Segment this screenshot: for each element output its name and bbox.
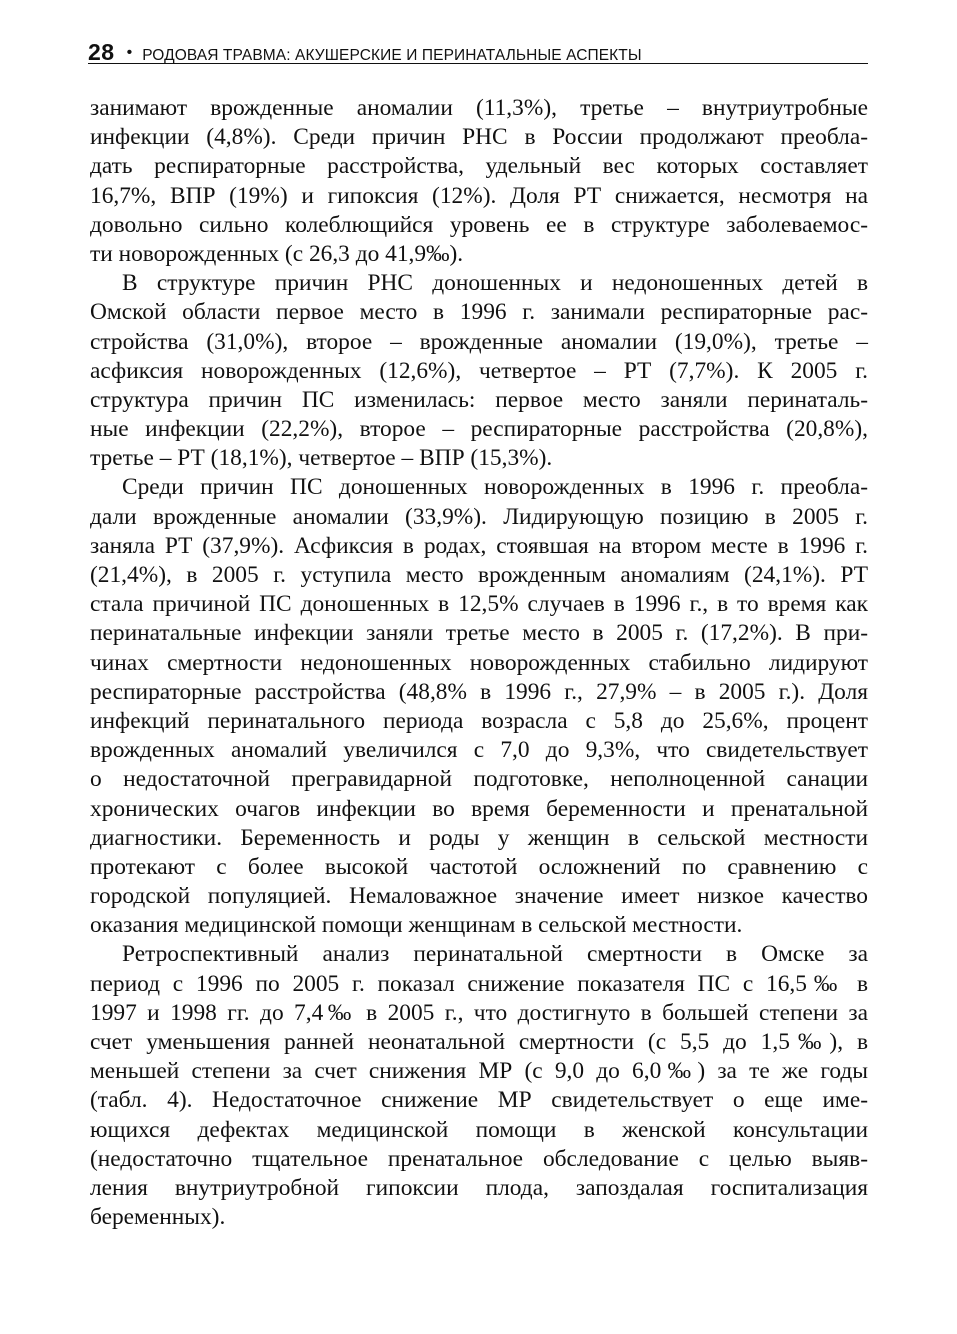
text-line: врожденных аномалий увеличился с 7,0 до 9,3%, что свидетельствует bbox=[90, 737, 868, 764]
text-line: беременных). bbox=[90, 1204, 226, 1231]
text-line: протекают с более высокой частотой осложнений по сравнению с bbox=[90, 853, 868, 880]
text-line: ти новорожденных (с 26,3 до 41,9‰). bbox=[90, 240, 464, 267]
text-line: оказания медицинской помощи женщинам в сельской местности. bbox=[90, 912, 743, 939]
text-line: респираторные расстройства (48,8% в 1996 г., 27,9% – в 2005 г.). Доля bbox=[90, 678, 868, 705]
text-line: В структуре причин РНС доношенных и недоношенных детей в bbox=[122, 270, 868, 297]
text-line: асфиксия новорожденных (12,6%), четвертое – РТ (7,7%). К 2005 г. bbox=[90, 357, 868, 384]
text-line: Ретроспективный анализ перинатальной смертности в Омске за bbox=[122, 941, 868, 968]
text-line: довольно сильно колеблющийся уровень ее в структуре заболеваемос- bbox=[90, 211, 868, 238]
text-line: чинах смертности недоношенных новорожденных стабильно лидируют bbox=[90, 649, 868, 676]
text-line: Среди причин ПС доношенных новорожденных в 1996 г. преобла- bbox=[122, 474, 868, 501]
text-line: хронических очагов инфекции во время беременности и пренатальной bbox=[90, 795, 868, 822]
text-line: инфекций перинатального периода возрасла с 5,8 до 25,6%, процент bbox=[90, 707, 868, 734]
page-number: 28 bbox=[88, 39, 115, 65]
text-line: ющихся дефектах медицинской помощи в женской консультации bbox=[90, 1116, 868, 1143]
text-line: меньшей степени за счет снижения МР (с 9,0 до 6,0‰) за те же годы bbox=[90, 1058, 868, 1085]
running-header bbox=[88, 30, 868, 64]
text-line: заняла РТ (37,9%). Асфиксия в родах, стоявшая на втором месте в 1996 г. bbox=[90, 532, 868, 559]
paragraph-2 bbox=[90, 269, 868, 473]
text-line: ные инфекции (22,2%), второе – респираторные расстройства (20,8%), bbox=[90, 416, 868, 443]
header-rule bbox=[88, 63, 868, 64]
text-line: ления внутриутробной гипоксии плода, запоздалая госпитализация bbox=[90, 1174, 868, 1201]
body-text bbox=[90, 94, 868, 1232]
text-line: (недостаточно тщательное пренатальное обследование с целью выяв- bbox=[90, 1145, 868, 1172]
header-bullet: • bbox=[126, 44, 133, 61]
paragraph-3 bbox=[90, 473, 868, 940]
text-line: (21,4%), в 2005 г. уступила место врожденным аномалиям (24,1%). РТ bbox=[90, 562, 868, 588]
text-line: Омской области первое место в 1996 г. занимали респираторные рас- bbox=[90, 299, 868, 326]
text-line: городской популяцией. Немаловажное значение имеет низкое качество bbox=[90, 883, 868, 910]
paragraph-4 bbox=[90, 940, 868, 1232]
text-line: третье – РТ (18,1%), четвертое – ВПР (15,3%). bbox=[90, 445, 553, 472]
text-line: 16,7%, ВПР (19%) и гипоксия (12%). Доля РТ снижается, несмотря на bbox=[90, 182, 868, 209]
text-line: период с 1996 по 2005 г. показал снижение показателя ПС с 16,5‰ в bbox=[90, 970, 868, 997]
text-line: структура причин ПС изменилась: первое место заняли перинаталь- bbox=[90, 386, 868, 413]
text-line: перинатальные инфекции заняли третье место в 2005 г. (17,2%). В при- bbox=[90, 620, 868, 647]
text-line: дали врожденные аномалии (33,9%). Лидирующую позицию в 2005 г. bbox=[90, 503, 868, 530]
text-line: счет уменьшения ранней неонатальной смертности (с 5,5 до 1,5‰), в bbox=[90, 1029, 868, 1055]
text-line: (табл. 4). Недостаточное снижение МР свидетельствует о еще име- bbox=[90, 1087, 868, 1114]
text-line: занимают врожденные аномалии (11,3%), третье – внутриутробные bbox=[90, 95, 868, 121]
running-title: РОДОВАЯ ТРАВМА: АКУШЕРСКИЕ И ПЕРИНАТАЛЬНЫЕ АСПЕКТЫ bbox=[142, 46, 642, 64]
text-line: стала причиной ПС доношенных в 12,5% случаев в 1996 г., в то время как bbox=[90, 591, 868, 618]
text-line: инфекции (4,8%). Среди причин РНС в России продолжают преобла- bbox=[90, 124, 868, 151]
text-line: дать респираторные расстройства, удельный вес которых составляет bbox=[90, 153, 868, 180]
paragraph-1 bbox=[90, 94, 868, 269]
text-line: о недостаточной прегравидарной подготовке, неполноценной санации bbox=[90, 766, 868, 793]
text-line: стройства (31,0%), второе – врожденные аномалии (19,0%), третье – bbox=[90, 328, 868, 355]
text-line: диагностики. Беременность и роды у женщин в сельской местности bbox=[90, 824, 868, 851]
text-line: 1997 и 1998 гг. до 7,4‰ в 2005 г., что достигнуто в большей степени за bbox=[90, 999, 868, 1026]
